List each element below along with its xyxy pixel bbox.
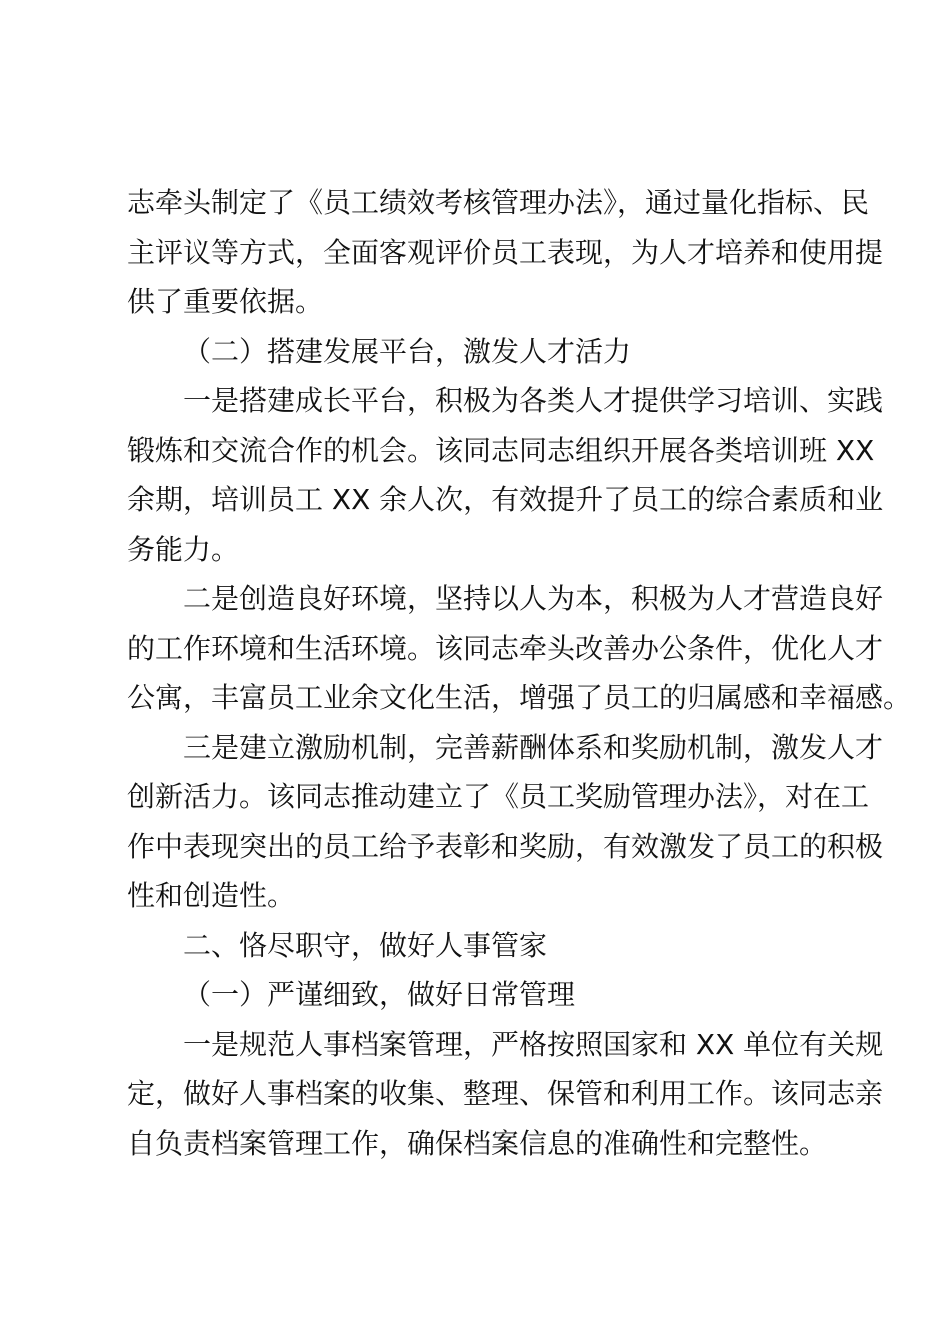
document-body (127, 178, 912, 1168)
text-line: 务能力。 (127, 532, 240, 566)
heading-line: 二、恪尽职守，做好人事管家 (183, 928, 548, 962)
section-heading-daily-management (127, 970, 827, 1020)
text-line: 作中表现突出的员工给予表彰和奖励，有效激发了员工的积极 (127, 829, 884, 863)
text-line: 余期，培训员工 XX 余人次，有效提升了员工的综合素质和业 (127, 483, 884, 516)
text-line: 公寓，丰富员工业余文化生活，增强了员工的归属感和幸福感。 (127, 681, 912, 714)
text-line: 性和创造性。 (127, 879, 296, 912)
text-line: 主评议等方式，全面客观评价员工表现，为人才培养和使用提 (127, 235, 884, 269)
text-line: 定，做好人事档案的收集、整理、保管和利用工作。该同志亲 (127, 1077, 884, 1110)
heading-line: （一）严谨细致，做好日常管理 (183, 978, 576, 1011)
text-line: 二是创造良好环境，坚持以人为本，积极为人才营造良好 (183, 582, 884, 615)
text-line: 志牵头制定了《员工绩效考核管理办法》，通过量化指标、民 (127, 186, 870, 219)
section-heading-hr-steward (127, 921, 827, 971)
section-heading-development-platform (127, 327, 827, 377)
heading-line: （二）搭建发展平台，激发人才活力 (183, 334, 632, 368)
text-line: 一是搭建成长平台，积极为各类人才提供学习培训、实践 (183, 384, 884, 417)
text-line: 一是规范人事档案管理，严格按照国家和 XX 单位有关规 (183, 1027, 884, 1061)
paragraph-archive-management (127, 1020, 884, 1169)
text-line: 供了重要依据。 (127, 285, 324, 318)
paragraph-good-environment (127, 574, 912, 723)
paragraph-growth-platform (127, 376, 884, 574)
paragraph-incentive-mechanism (127, 723, 884, 921)
text-line: 锻炼和交流合作的机会。该同志同志组织开展各类培训班 XX (127, 433, 875, 467)
text-line: 创新活力。该同志推动建立了《员工奖励管理办法》，对在工 (127, 780, 870, 813)
paragraph-performance-evaluation (127, 178, 884, 327)
text-line: 的工作环境和生活环境。该同志牵头改善办公条件，优化人才 (127, 631, 884, 665)
text-line: 三是建立激励机制，完善薪酬体系和奖励机制，激发人才 (183, 730, 884, 764)
text-line: 自负责档案管理工作，确保档案信息的准确性和完整性。 (127, 1126, 828, 1160)
